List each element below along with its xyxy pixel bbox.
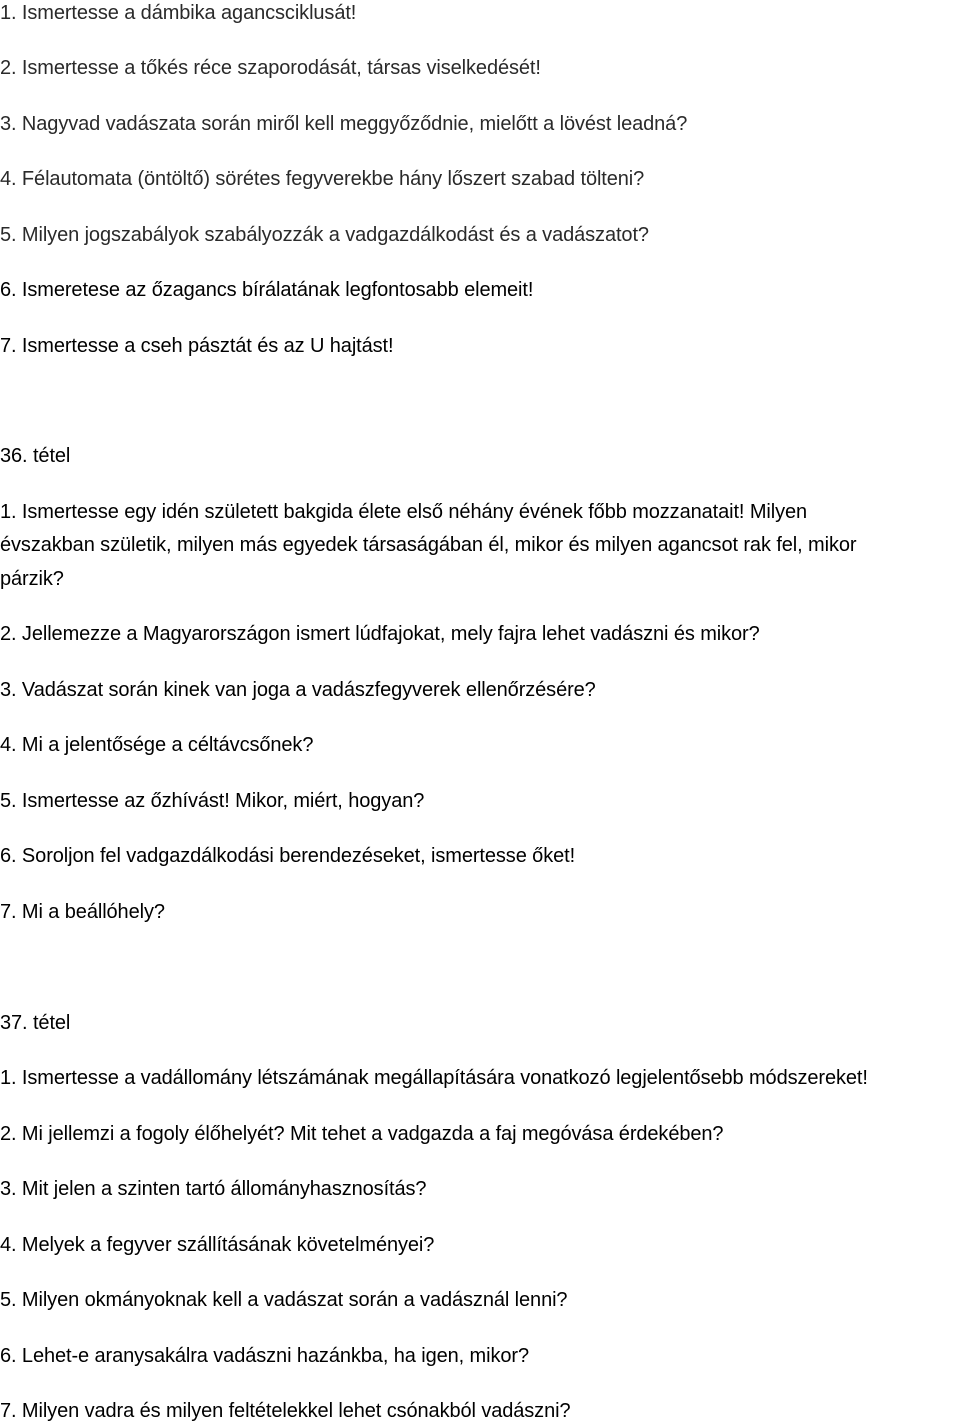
question-item: 7. Mi a beállóhely?	[0, 901, 165, 923]
question-item-line: 1. Ismertesse egy idén született bakgida élete első néhány évének főbb mozzanatait! Milyen	[0, 501, 808, 523]
question-item-line: évszakban születik, milyen más egyedek társaságában él, mikor és milyen agancsot rak fel, mikor	[0, 534, 857, 556]
question-item: 6. Lehet-e aranysakálra vadászni hazánkba, ha igen, mikor?	[0, 1345, 529, 1367]
question-item: 2. Ismertesse a tőkés réce szaporodását, társas viselkedését!	[0, 57, 541, 79]
question-item: 2. Jellemezze a Magyarországon ismert lúdfajokat, mely fajra lehet vadászni és mikor?	[0, 623, 760, 645]
question-item: 1. Ismertesse a dámbika agancsciklusát!	[0, 2, 357, 24]
question-item: 4. Mi a jelentősége a céltávcsőnek?	[0, 734, 314, 756]
question-item: 4. Félautomata (öntöltő) sörétes fegyverekbe hány lőszert szabad tölteni?	[0, 168, 645, 190]
question-item-line: párzik?	[0, 568, 64, 590]
question-item: 3. Mit jelen a szinten tartó állományhasznosítás?	[0, 1178, 427, 1200]
section-title: 36. tétel	[0, 445, 71, 467]
question-item: 5. Ismertesse az őzhívást! Mikor, miért, hogyan?	[0, 790, 425, 812]
question-item: 7. Ismertesse a cseh pásztát és az U hajtást!	[0, 335, 394, 357]
question-item: 6. Ismeretese az őzagancs bírálatának legfontosabb elemeit!	[0, 279, 534, 301]
question-item: 6. Soroljon fel vadgazdálkodási berendezéseket, ismertesse őket!	[0, 845, 576, 867]
question-item: 3. Vadászat során kinek van joga a vadászfegyverek ellenőrzésére?	[0, 679, 596, 701]
question-item: 7. Milyen vadra és milyen feltételekkel lehet csónakból vadászni?	[0, 1400, 571, 1422]
question-item: 5. Milyen jogszabályok szabályozzák a vadgazdálkodást és a vadászatot?	[0, 224, 649, 246]
section-title: 37. tétel	[0, 1012, 71, 1034]
question-item: 2. Mi jellemzi a fogoly élőhelyét? Mit tehet a vadgazda a faj megóvása érdekében?	[0, 1123, 724, 1145]
question-item: 5. Milyen okmányoknak kell a vadászat során a vadásznál lenni?	[0, 1289, 568, 1311]
question-item: 4. Melyek a fegyver szállításának követelményei?	[0, 1234, 435, 1256]
question-item: 3. Nagyvad vadászata során miről kell meggyőződnie, mielőtt a lövést leadná?	[0, 113, 688, 135]
question-item: 1. Ismertesse a vadállomány létszámának megállapítására vonatkozó legjelentősebb módszereket!	[0, 1067, 868, 1089]
